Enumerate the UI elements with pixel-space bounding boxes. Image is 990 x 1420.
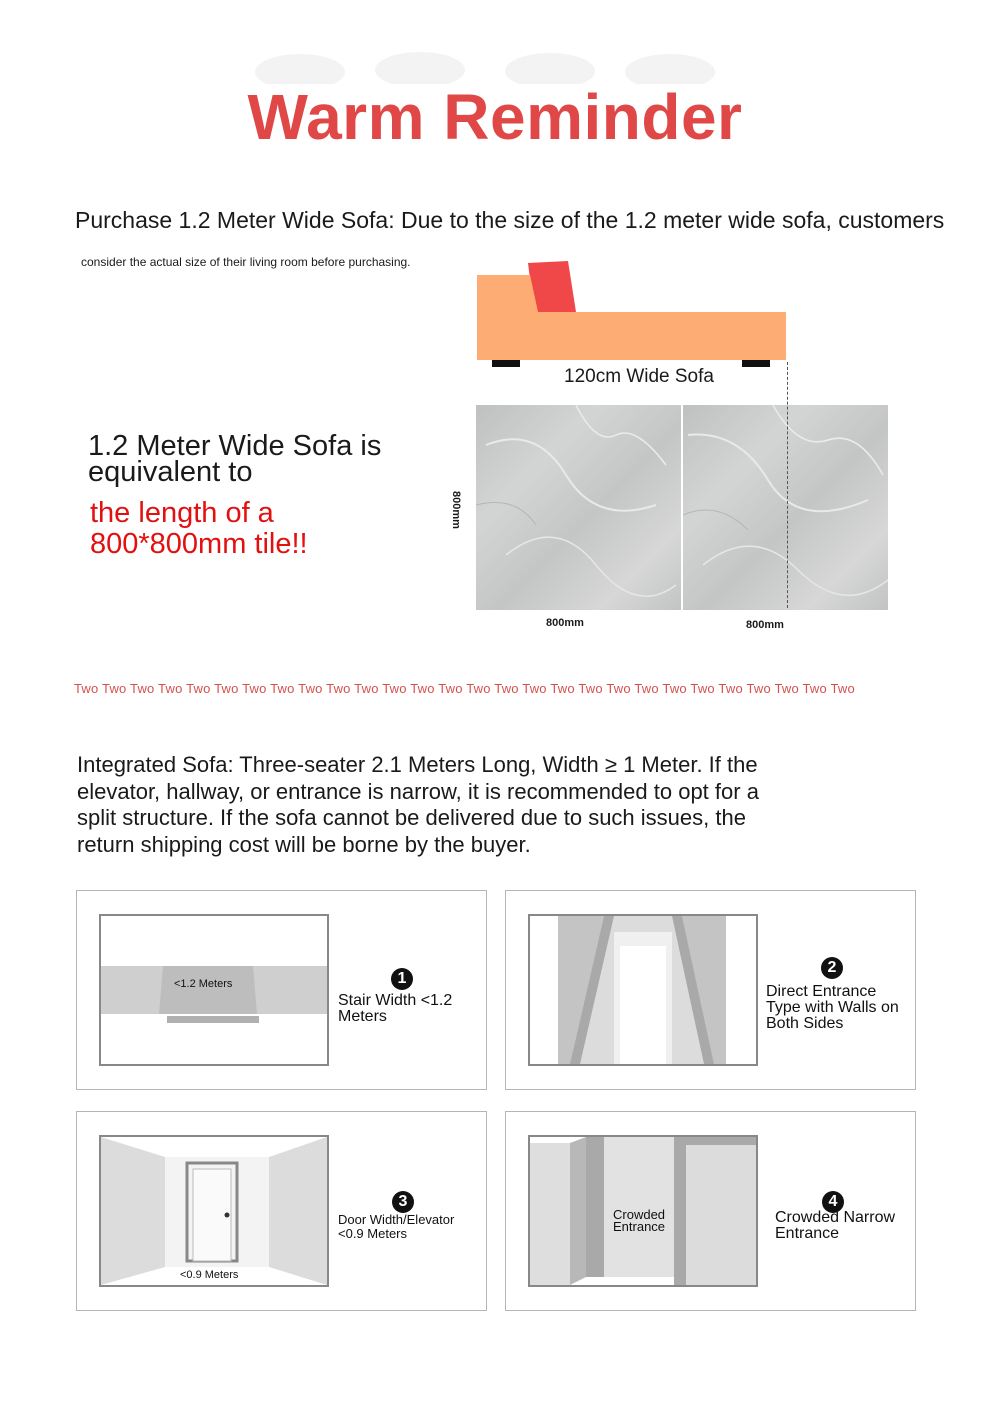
- number-badge: 4: [822, 1191, 844, 1213]
- notice-line-1: Purchase 1.2 Meter Wide Sofa: Due to the size of the 1.2 meter wide sofa, customers: [75, 207, 945, 233]
- number-badge: 2: [821, 957, 843, 979]
- tile-width-label: 800mm: [746, 619, 784, 631]
- door-illustration: [99, 1135, 329, 1287]
- number-badge: 1: [391, 968, 413, 990]
- sofa-label: 120cm Wide Sofa: [564, 366, 714, 387]
- cloud-decoration: [250, 44, 730, 84]
- tile-side-label: 800mm: [450, 491, 462, 529]
- entrance-label: Crowded Entrance: [613, 1207, 666, 1234]
- narrow-entrance-illustration: [528, 1135, 758, 1287]
- door-width-label: <0.9 Meters: [180, 1269, 239, 1281]
- case-caption: Stair Width <1.2 Meters: [338, 992, 453, 1025]
- notice-line-2: consider the actual size of their living room before purchasing.: [81, 255, 411, 269]
- corridor-illustration: [528, 914, 758, 1066]
- case-caption: Crowded Narrow Entrance: [775, 1209, 896, 1242]
- case-card-corridor: [505, 890, 916, 1090]
- measure-guide-line: [787, 362, 788, 608]
- case-caption: Door Width/Elevator <0.9 Meters: [338, 1212, 455, 1241]
- floor-tile: [683, 405, 888, 610]
- equivalence-text: 1.2 Meter Wide Sofa is equivalent to: [88, 430, 382, 488]
- case-card-stairs: [76, 890, 487, 1090]
- case-card-door: [76, 1111, 487, 1311]
- page-title: Warm Reminder: [247, 81, 743, 153]
- stairs-illustration: [99, 914, 329, 1066]
- tile-width-label: 800mm: [546, 617, 584, 629]
- case-card-narrow-entrance: [505, 1111, 916, 1311]
- sofa-illustration: [470, 255, 800, 370]
- equivalence-highlight: the length of a 800*800mm tile!!: [90, 497, 308, 560]
- case-caption: Direct Entrance Type with Walls on Both Sides: [766, 983, 899, 1032]
- separator-text: Two Two Two Two Two Two Two Two Two Two Two Two Two Two Two Two Two Two Two Two Two Two Two Two Two Two Two Two: [74, 681, 855, 696]
- integrated-sofa-text: Integrated Sofa: Three-seater 2.1 Meters Long, Width ≥ 1 Meter. If the elevator, hallway, or entrance is narrow, it is recommended to opt for a split structure. If the sofa cannot be delivered due to such issues, the return shipping cost will be borne by the buyer.: [77, 752, 759, 857]
- floor-tile: [476, 405, 681, 610]
- number-badge: 3: [392, 1191, 414, 1213]
- stair-width-label: <1.2 Meters: [174, 978, 233, 990]
